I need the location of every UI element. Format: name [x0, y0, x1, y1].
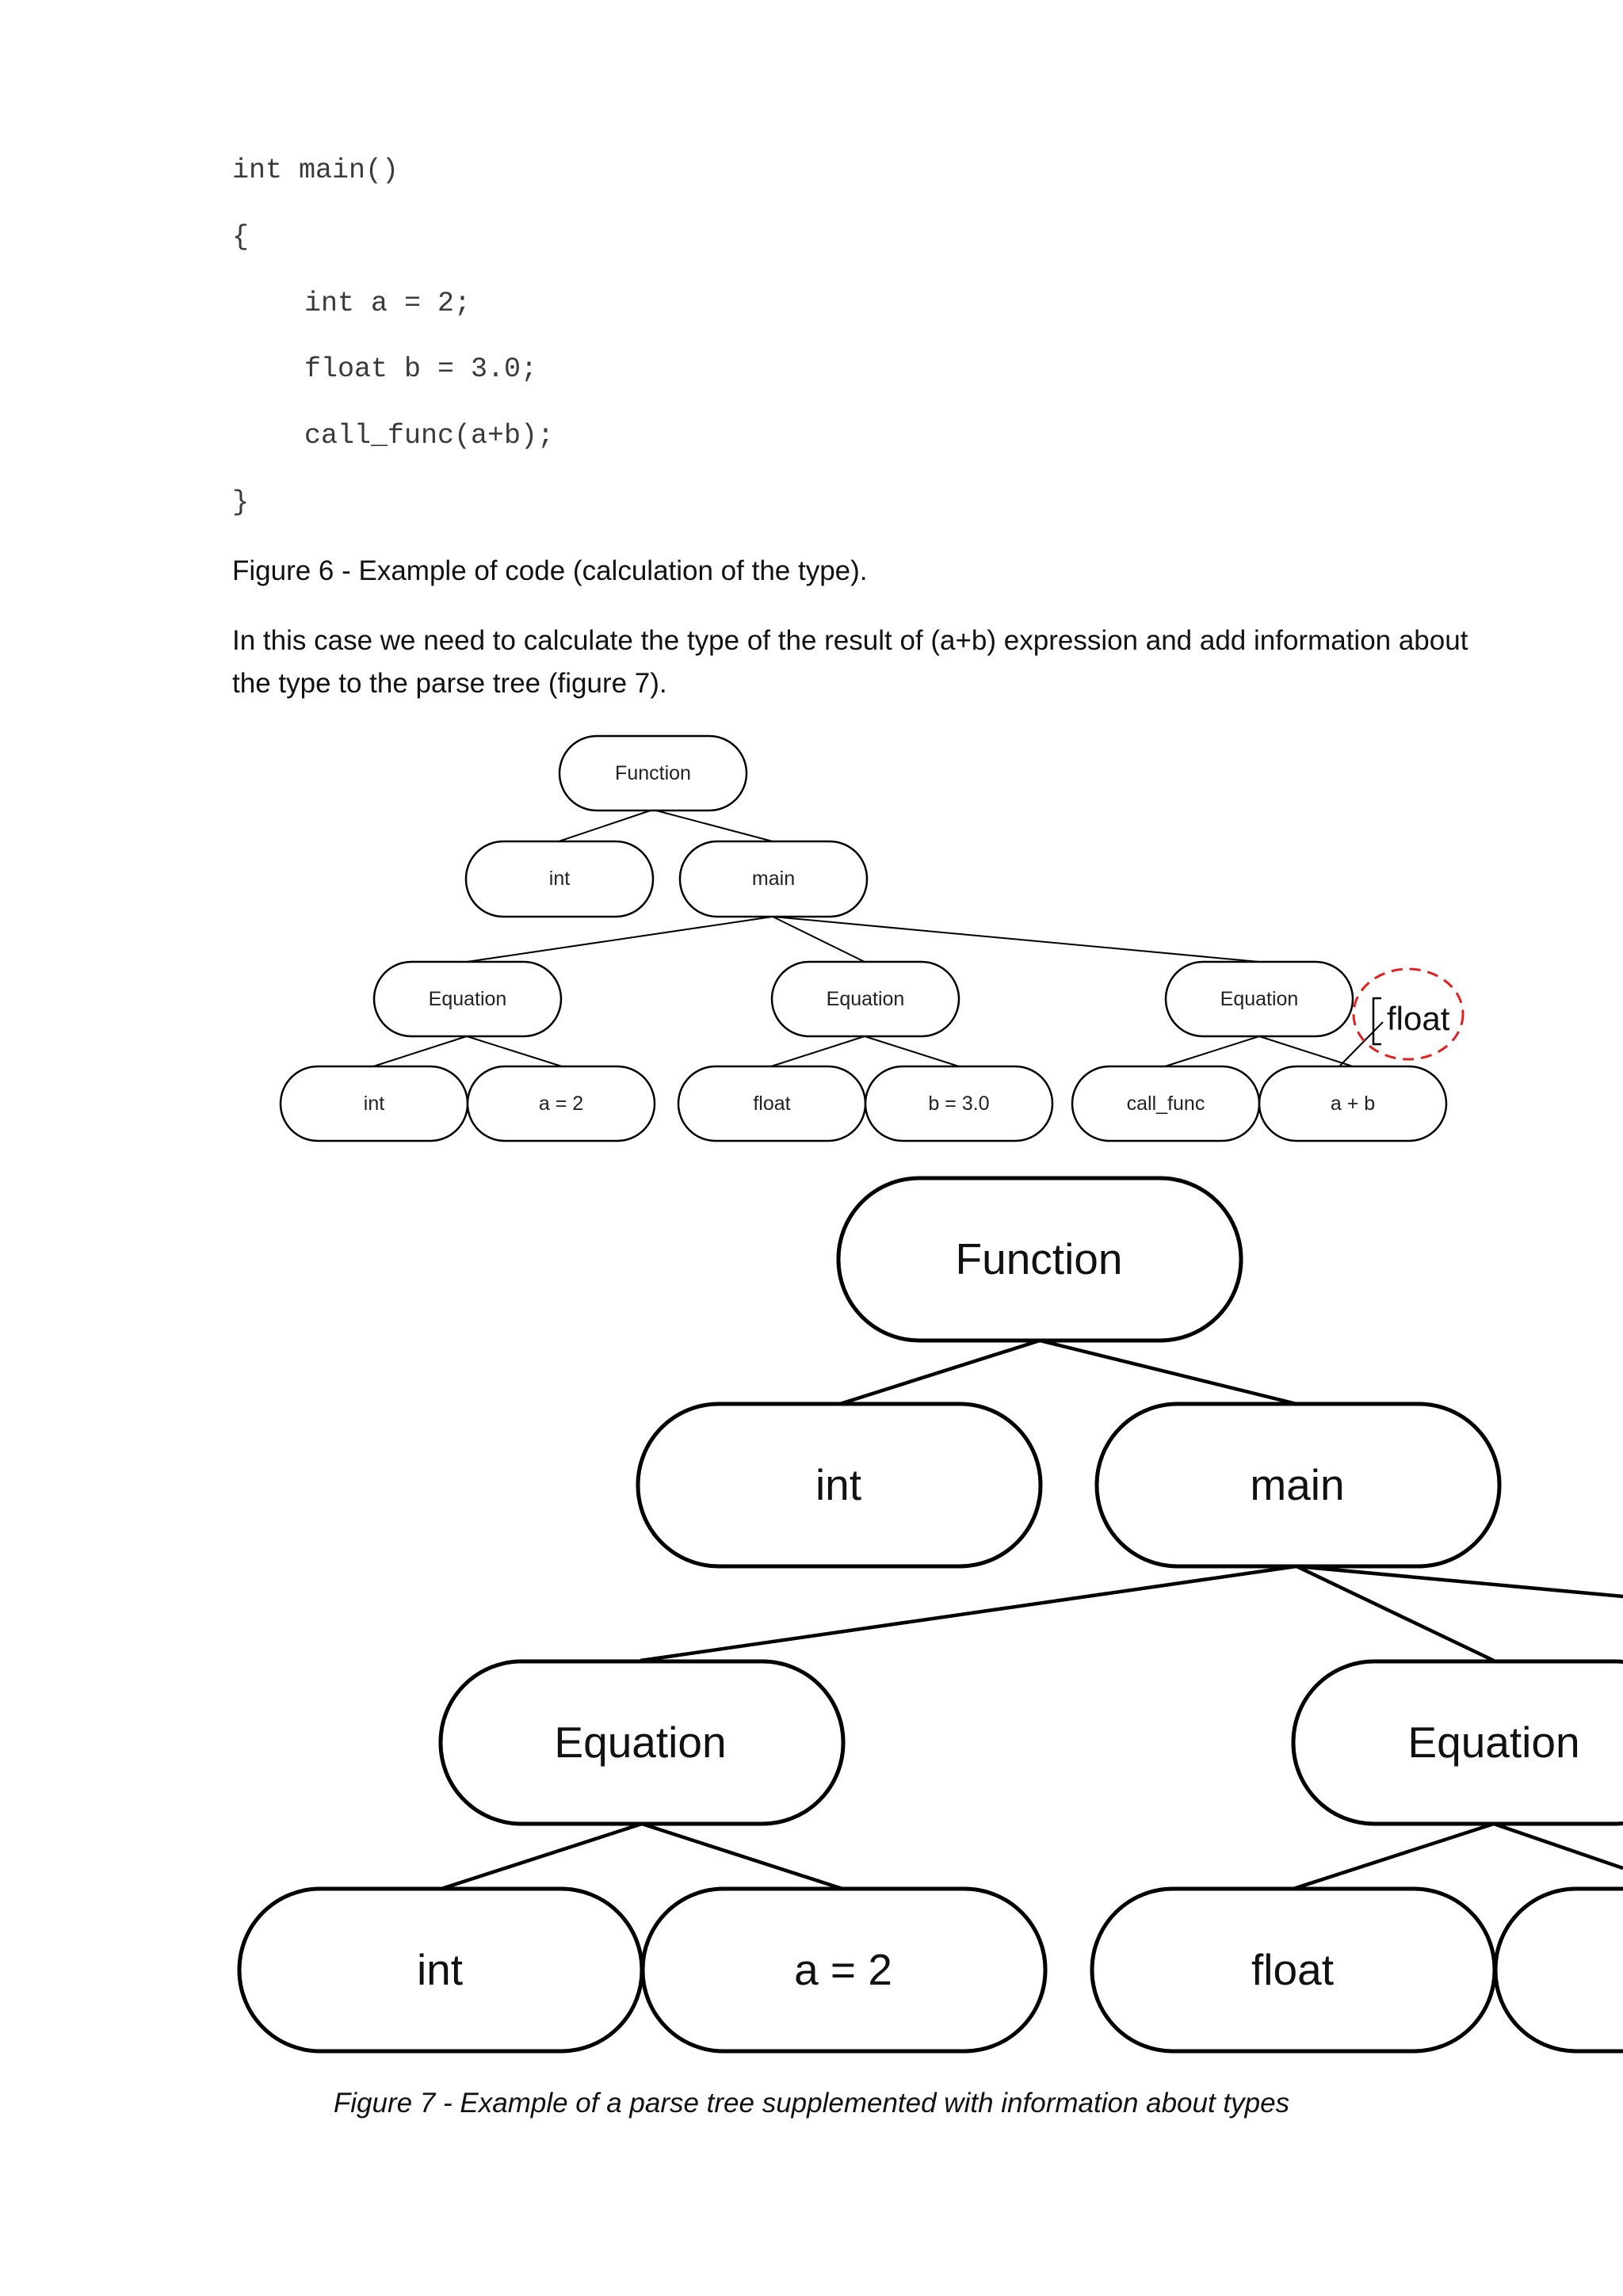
- small-int-label: int: [548, 868, 571, 890]
- large-leaf-a2: a = 2: [794, 1945, 892, 1994]
- figure7-caption: Figure 7 - Example of a parse tree supplemented with information about types: [333, 2088, 1290, 2119]
- small-leaf-int: int: [363, 1093, 385, 1115]
- small-tree: [281, 736, 1463, 1141]
- small-equation-3-label: Equation: [1220, 988, 1299, 1010]
- annotation-float-label: float: [1387, 1000, 1450, 1037]
- code-line-3: int a = 2;: [304, 288, 472, 319]
- small-leaf-float: float: [753, 1093, 791, 1115]
- code-line-1: int main(): [232, 154, 399, 186]
- small-root-label: Function: [615, 762, 691, 784]
- code-line-5: call_func(a+b);: [304, 420, 555, 452]
- code-line-2: {: [232, 221, 250, 253]
- figure6-caption: Figure 6 - Example of code (calculation of the type).: [232, 555, 868, 586]
- code-line-6: }: [232, 486, 250, 518]
- large-leaf-float: float: [1251, 1945, 1334, 1994]
- annotation-bracket: [1373, 998, 1381, 1044]
- large-leaf-int: int: [416, 1945, 464, 1994]
- large-root-label: Function: [955, 1234, 1123, 1283]
- large-int-label: int: [815, 1460, 862, 1509]
- large-tree: [239, 1178, 1623, 2051]
- small-leaf-call-func: call_func: [1126, 1093, 1205, 1115]
- small-leaf-a2: a = 2: [538, 1093, 584, 1115]
- body-paragraph: In this case we need to calculate the type of the result of (a+b) expression and add information about the type to the parse tree (figure 7).: [232, 625, 1468, 699]
- small-equation-2-label: Equation: [826, 988, 905, 1010]
- small-main-label: main: [751, 868, 796, 890]
- code-line-4: float b = 3.0;: [304, 353, 538, 385]
- small-leaf-b3: b = 3.0: [928, 1093, 990, 1115]
- small-equation-1-label: Equation: [428, 988, 507, 1010]
- large-main-label: main: [1250, 1460, 1345, 1509]
- large-equation-2-label: Equation: [1407, 1718, 1580, 1767]
- large-equation-1-label: Equation: [554, 1718, 727, 1767]
- small-leaf-a-plus-b: a + b: [1330, 1093, 1376, 1115]
